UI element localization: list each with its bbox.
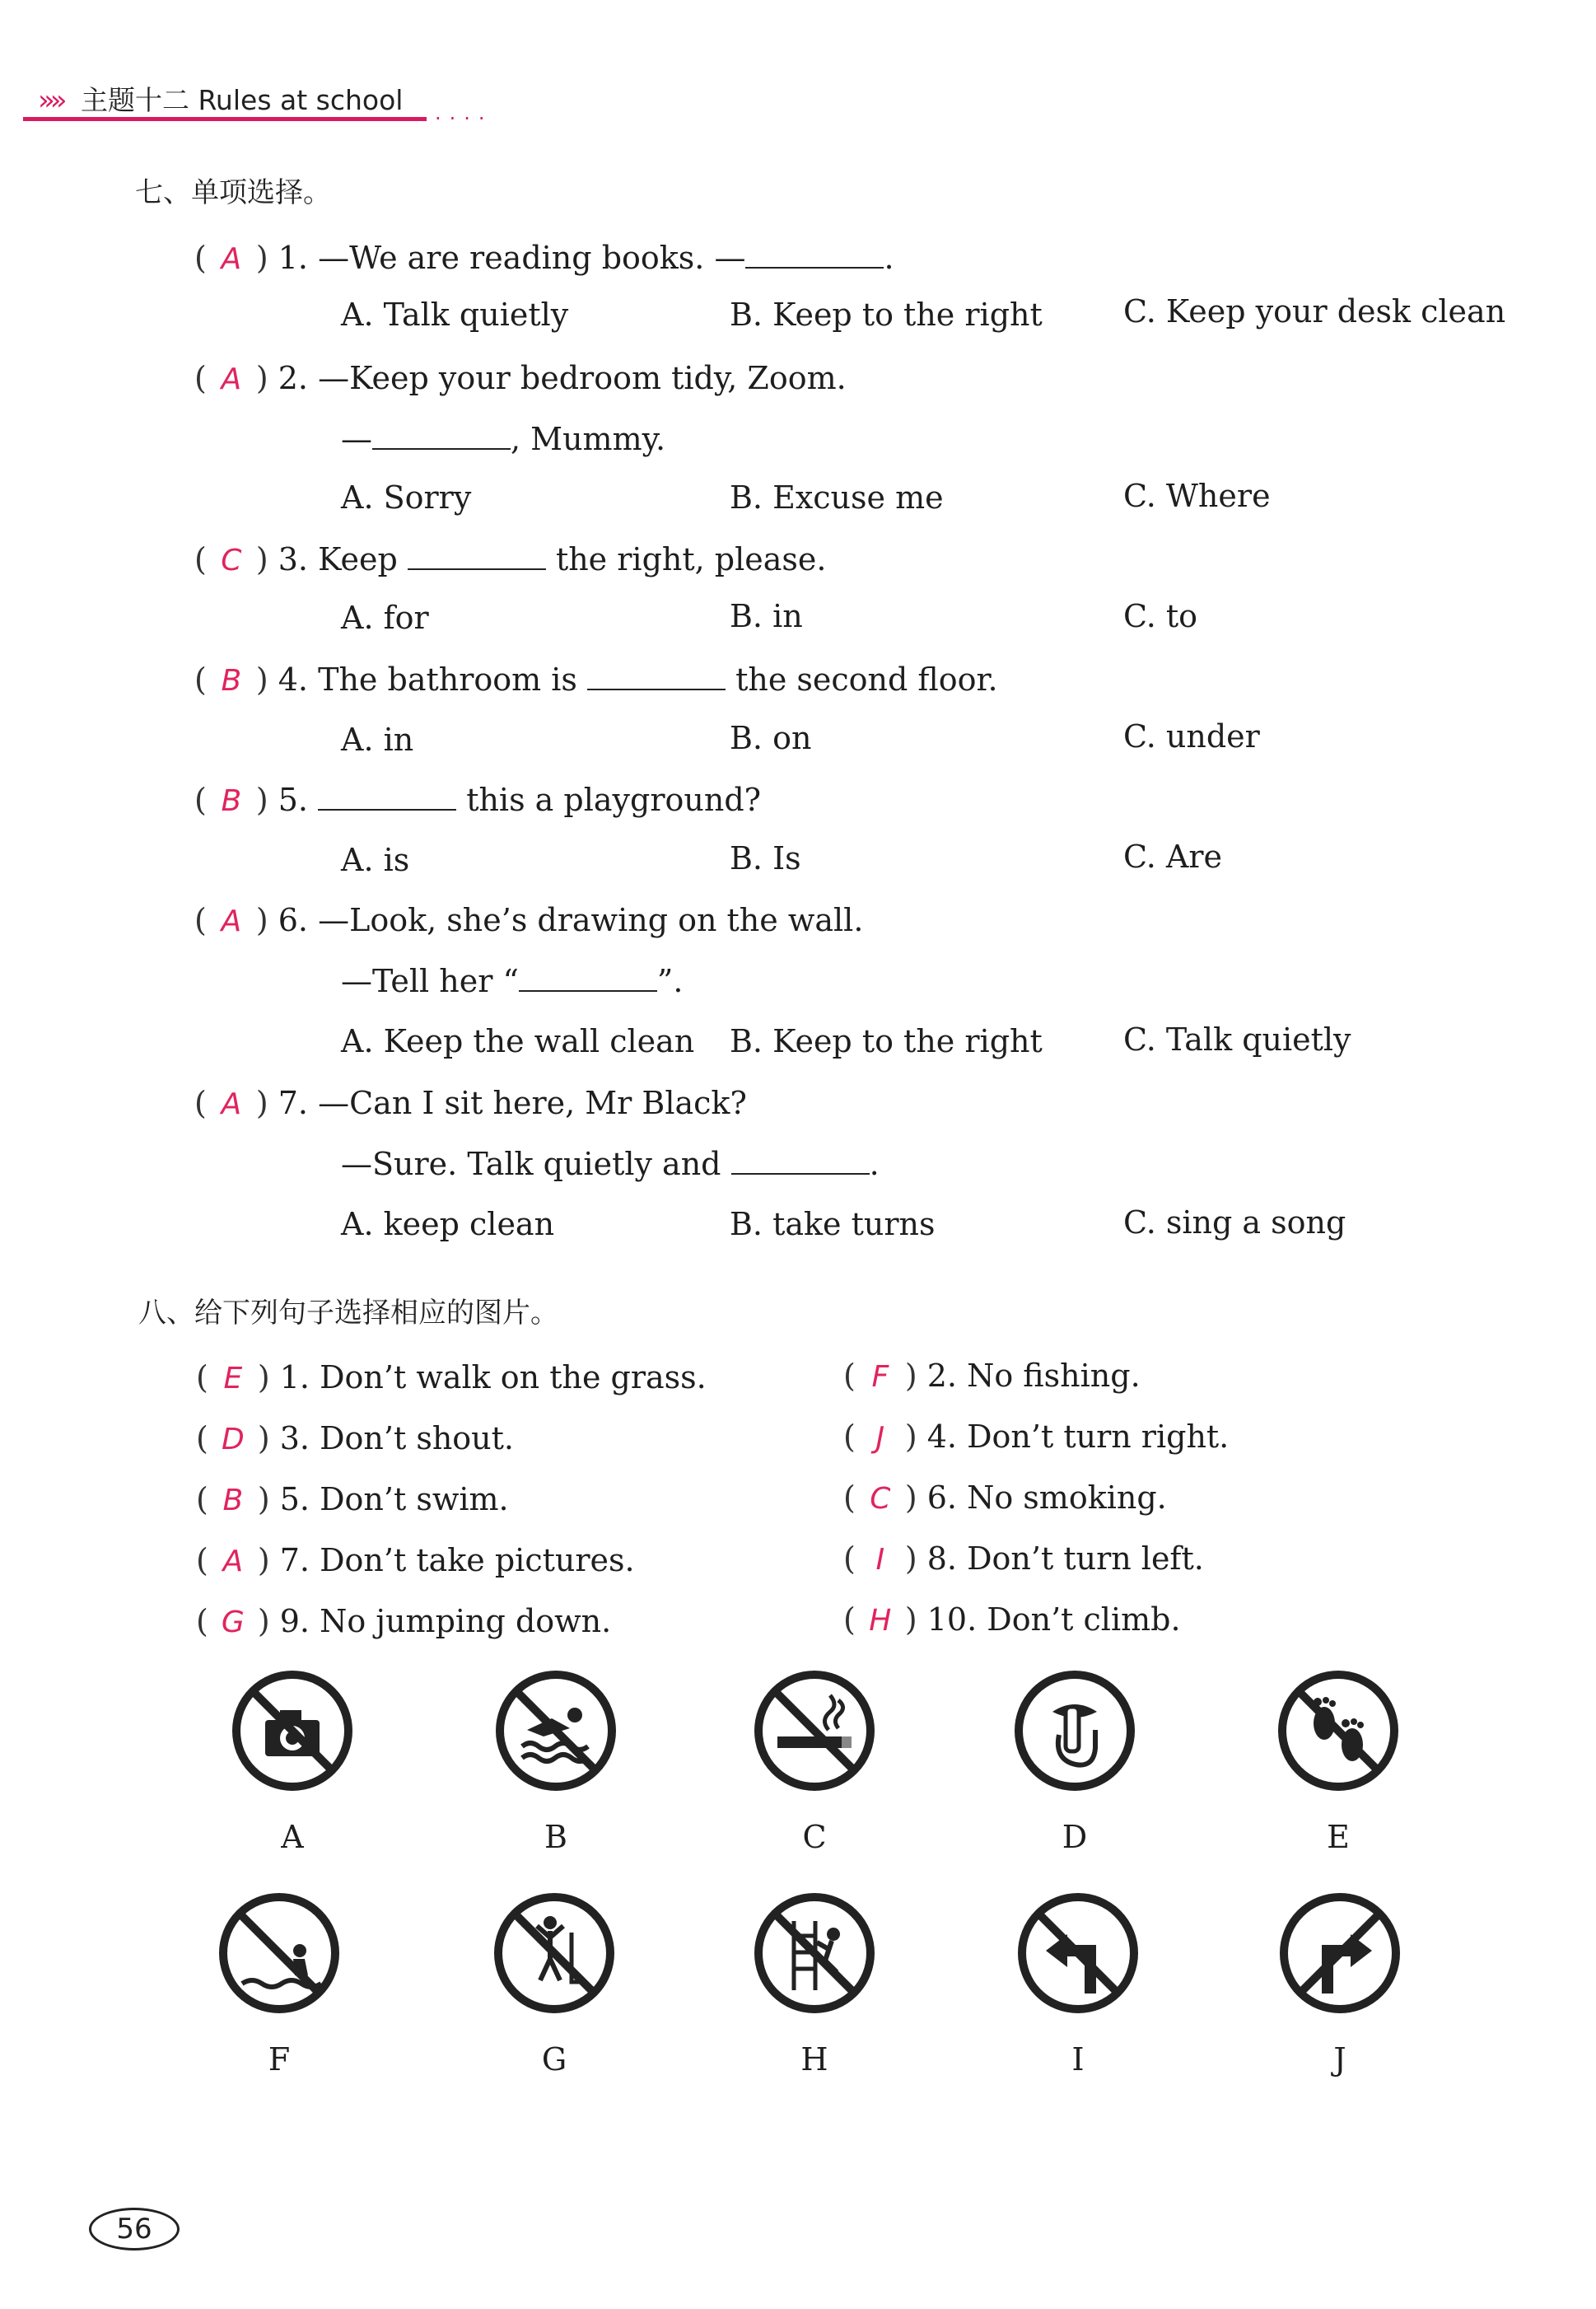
no-right-turn-icon [1278,1891,1402,2015]
question-2: ( A ) 2. —Keep your bedroom tidy, Zoom. [194,359,847,399]
option-b: B. Excuse me [730,479,944,516]
match-item: ( C ) 6. No smoking. [843,1479,1167,1516]
picture-label: J [1333,2041,1346,2078]
option-c: C. under [1123,718,1260,755]
question-6-line-2: —Tell her “ ”. [341,963,684,999]
question-6: ( A ) 6. —Look, she’s drawing on the wall. [194,901,863,941]
no-fishing-icon [217,1891,341,2015]
header-title: 主题十二 Rules at school [81,84,404,116]
match-item: ( F ) 2. No fishing. [843,1358,1141,1394]
picture-label: G [541,2041,567,2078]
header-underline [23,117,427,121]
answer-mark: B [221,784,242,818]
fill-blank [408,544,546,570]
answer-mark: A [221,242,242,276]
option-c: C. to [1123,598,1198,634]
fill-blank [372,423,511,450]
option-c: C. sing a song [1123,1204,1346,1241]
answer-mark: H [869,1604,892,1638]
option-a: A. is [341,842,410,878]
option-a: A. keep clean [341,1206,555,1242]
answer-mark: J [875,1421,885,1455]
match-item: ( D ) 3. Don’t shout. [196,1420,515,1456]
answer-mark: B [222,1484,244,1517]
picture-label: B [544,1819,567,1855]
option-b: B. Is [730,840,801,876]
option-b: B. Keep to the right [730,1023,1043,1059]
fill-blank [519,965,657,992]
picture-label: F [268,2041,291,2078]
no-camera-icon [231,1669,354,1793]
match-item: ( A ) 7. Don’t take pictures. [196,1542,635,1578]
option-b: B. on [730,720,812,756]
section-7-title: 七、单项选择。 [135,176,331,209]
option-c: C. Where [1123,478,1271,514]
answer-mark: C [221,544,242,577]
answer-mark: D [221,1423,245,1456]
option-a: A. for [341,600,429,636]
match-item: ( I ) 8. Don’t turn left. [843,1540,1204,1577]
no-left-turn-icon [1016,1891,1140,2015]
match-item: ( H ) 10. Don’t climb. [843,1601,1181,1638]
picture-label: E [1327,1819,1350,1855]
question-2-line-2: — , Mummy. [341,421,666,457]
question-7: ( A ) 7. —Can I sit here, Mr Black? [194,1084,747,1124]
question-5: ( B ) 5. this a playground? [194,781,761,820]
header-dots: ···· [435,107,493,130]
option-b: B. take turns [730,1206,936,1242]
page-number: 56 [89,2208,180,2251]
option-a: A. in [341,722,414,758]
option-b: B. Keep to the right [730,297,1043,333]
answer-mark: G [221,1606,245,1639]
answer-mark: A [221,904,242,938]
question-4: ( B ) 4. The bathroom is the second floor. [194,661,998,700]
answer-mark: B [221,664,242,698]
no-climbing-icon [753,1891,876,2015]
question-7-line-2: —Sure. Talk quietly and . [341,1146,880,1182]
picture-label: H [800,2041,828,2078]
match-item: ( E ) 1. Don’t walk on the grass. [196,1359,707,1395]
picture-label: A [281,1819,304,1855]
answer-mark: E [223,1362,243,1395]
answer-mark: A [221,362,242,396]
picture-label: I [1071,2041,1085,2078]
match-item: ( J ) 4. Don’t turn right. [843,1419,1230,1455]
answer-mark: C [870,1482,891,1516]
answer-mark: A [222,1545,244,1578]
answer-mark: I [875,1543,885,1577]
match-item: ( B ) 5. Don’t swim. [196,1481,509,1517]
match-item: ( G ) 9. No jumping down. [196,1603,612,1639]
section-8-title: 八、给下列句子选择相应的图片。 [138,1297,558,1330]
fill-blank [587,664,726,690]
no-walking-on-grass-icon [1276,1669,1400,1793]
no-smoking-icon [753,1669,876,1793]
answer-mark: F [871,1360,889,1394]
option-a: A. Keep the wall clean [341,1023,695,1059]
option-c: C. Are [1123,839,1222,875]
fill-blank [731,1148,870,1175]
fill-blank [318,784,456,811]
answer-mark: A [221,1087,242,1121]
fill-blank [745,242,884,269]
option-a: A. Sorry [341,479,472,516]
option-c: C. Keep your desk clean [1123,293,1506,330]
option-a: A. Talk quietly [341,297,569,333]
picture-label: D [1062,1819,1088,1855]
no-swimming-icon [494,1669,618,1793]
option-c: C. Talk quietly [1123,1021,1351,1058]
no-jumping-icon [492,1891,616,2015]
option-b: B. in [730,598,803,634]
no-shouting-icon [1013,1669,1136,1793]
header-arrows: »» [38,84,63,117]
picture-label: C [802,1819,827,1855]
question-3: ( C ) 3. Keep the right, please. [194,540,827,580]
question-1: ( A ) 1. —We are reading books. — . [194,239,894,278]
